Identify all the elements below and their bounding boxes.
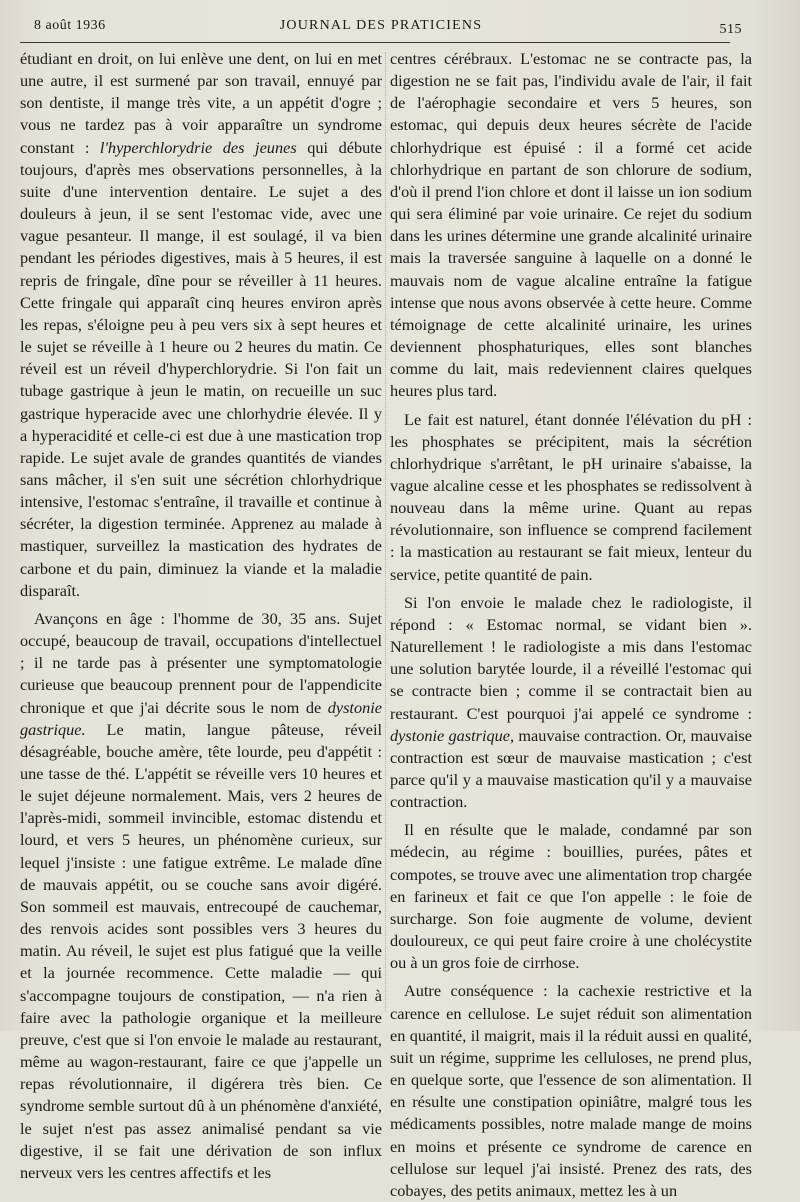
paragraph-liver: Il en résulte que le malade, condamné par son médecin, au régime : bouillies, purées, pâtes et compotes, se trouve avec une alimentation trop chargée en farineux et fait ce que l'on appelle : le foie de surcharge. Son foie augmente de volume, devient douloureux, ce qui peut faire croire à une cholécystite ou à un gros foie de cirrhose. <box>390 820 752 973</box>
column-divider <box>385 52 386 1012</box>
paragraph-cachexia: Autre conséquence : la cachexie restrictive et la carence en cellulose. Le sujet réduit son alimentation en quantité, il maigrit, mais il la réduit aussi en qualité, suit un régime, supprime les celluloses, ne prend plus, en quelque sorte, que l'essence de son alimentation. Il en résulte une constipation opiniâtre, malgré tous les médicaments possibles, notre malade mange de moins en moins et présente ce syndrome de carence en cellulose sur lequel j'ai insisté. Prenez des rats, des cobayes, des petits animaux, mettez les à un <box>390 981 752 1200</box>
left-column <box>20 48 382 1184</box>
paragraph-continuation: centres cérébraux. L'estomac ne se contracte pas, la digestion ne se fait pas, l'individu avale de l'air, il fait de l'aérophagie secondaire et vers 5 heures, son estomac, qui depuis deux heures sécrète de l'acide chlorhydrique est épuisé : il a formé cet acide chlorhydrique en partant de son chlorure de sodium, d'où il prend l'ion chlore et dont il laisse un ion sodium qui sera éliminé par voie urinaire. Ce rejet du sodium dans les urines détermine une grande alcalinité urinaire mais la traversée sanguine à laquelle on a donné le mauvais nom de vague alcaline entraîne la fatigue intense que nous avons observée à cette heure. Comme témoignage de cette alcalinité urinaire, les urines deviennent phosphaturiques, elles sont blanches comme du lait, mais redeviennent claires quelques heures plus tard. <box>390 49 752 401</box>
italic-term: dystonie gastrique. <box>20 697 382 739</box>
paragraph-ph: Le fait est naturel, étant donnée l'élévation du pH : les phosphates se précipitent, mais la sécrétion chlorhydrique s'arrêtant, le pH urinaire s'abaisse, la vague alcaline cesse et les phosphates se redissolvent à nouveau dans la même urine. Quant au repas révolutionnaire, son influence se comprend facilement : la mastication au restaurant se fait mieux, lenteur du service, petite quantité de pain. <box>390 409 752 584</box>
right-column <box>390 48 752 1202</box>
paragraph-text: mauvaise contraction. Or, mauvaise contraction est sœur de mauvaise mastication ; c'est parce qu'il y a mauvaise mastication qu'il y a mauvaise contraction. <box>390 725 752 812</box>
header-rule <box>20 42 730 43</box>
page-number: 515 <box>719 22 742 37</box>
paragraph-text: qui débute toujours, d'après mes observations personnelles, à la suite d'une intervention dentaire. Le sujet a des douleurs à jeun, il se sent l'estomac vide, avec une vague pesanteur. Il mange, il est soulagé, il va bien pendant les périodes digestives, mais à 5 heures, il est repris de fringale, dîne pour se réveiller à 11 heures. Cette fringale qui apparaît cinq heures environ après les repas, s'éloigne peu à peu vers six à sept heures et le sujet se réveille à 1 heure ou 2 heures du matin. Ce réveil est un réveil d'hyperchlorydrie. Si l'on fait un tubage gastrique à jeun le matin, on recueille un suc gastrique hyperacide avec une chlorhydrie élevée. Il y a hyperacidité et celle-ci est due à une mastication trop rapide. Le sujet avale de grandes quantités de viandes sans mâcher, il s'en suit une sécrétion chlorhydrique intensive, l'estomac s'entraîne, il travaille et continue à sécréter, la digestion terminée. Apprenez au malade à mastiquer, surveillez la mastication des hydrates de carbone et du pain, diminuez la viande et la maladie disparaît. <box>20 137 382 600</box>
paragraph-radiologist <box>390 592 752 814</box>
paragraph-dystonia <box>20 608 382 1184</box>
paragraph-text: Le matin, langue pâteuse, réveil désagréable, bouche amère, tête lourde, peu d'appétit : une tasse de thé. L'appétit se réveille vers 10 heures et le sujet déjeune normalement. Mais, vers 2 heures de l'après-midi, sommeil invincible, estomac distendu et lourd, et vers 5 heures, un phénomène curieux, sur lequel j'insiste : une fatigue extrême. Le malade dîne de mauvais appétit, ou se couche sans avoir digéré. Son sommeil est mauvais, entrecoupé de cauchemar, des renvois acides sont possibles vers 3 heures du matin. Au réveil, le sujet est plus fatigué que la veille et la journée recommence. Cette maladie — qui s'accompagne toujours de constipation, — n'a rien à faire avec la pathologie organique et la meilleure preuve, c'est que si l'on envoie le malade au restaurant, même au wagon-restaurant, faire ce que j'appelle un repas révolutionnaire, il digérera très bien. Ce syndrome semble surtout dû à un phénomène d'anxiété, le sujet n'est pas assez animalisé pendant sa vie digestive, il se fait une dérivation de son influx nerveux vers les centres affectifs et les <box>20 719 382 1182</box>
paragraph-text: Avançons en âge : l'homme de 30, 35 ans. Sujet occupé, beaucoup de travail, occupations d'intellectuel ; il ne tarde pas à présenter une symptomatologie curieuse que beaucoup prennent pour de l'appendicite chronique et que j'ai décrite sous le nom de <box>20 608 382 717</box>
italic-term: dystonie gastrique, <box>390 725 515 745</box>
paragraph-text: Si l'on envoie le malade chez le radiologiste, il répond : « Estomac normal, se vidant bien ». Naturellement ! le radiologiste a mis dans l'estomac une solution barytée lourde, il a réveillé l'estomac qui se contracte bien ; comme il se contractait bien au restaurant. C'est pourquoi j'ai appelé ce syndrome : <box>390 592 752 723</box>
paragraph-text: étudiant en droit, on lui enlève une dent, on lui en met une autre, il est surmené par son travail, ennuyé par son dentiste, il mange très vite, a un appétit d'ogre ; vous ne tardez pas à voir apparaître un syndrome constant : <box>20 49 382 157</box>
issue-date: 8 août 1936 <box>34 18 106 33</box>
journal-title: JOURNAL DES PRATICIENS <box>279 18 483 33</box>
running-header <box>28 14 742 38</box>
italic-term: l'hyperchlorydrie des jeunes <box>99 137 297 157</box>
paragraph-hyperchlorhydria <box>20 48 382 602</box>
